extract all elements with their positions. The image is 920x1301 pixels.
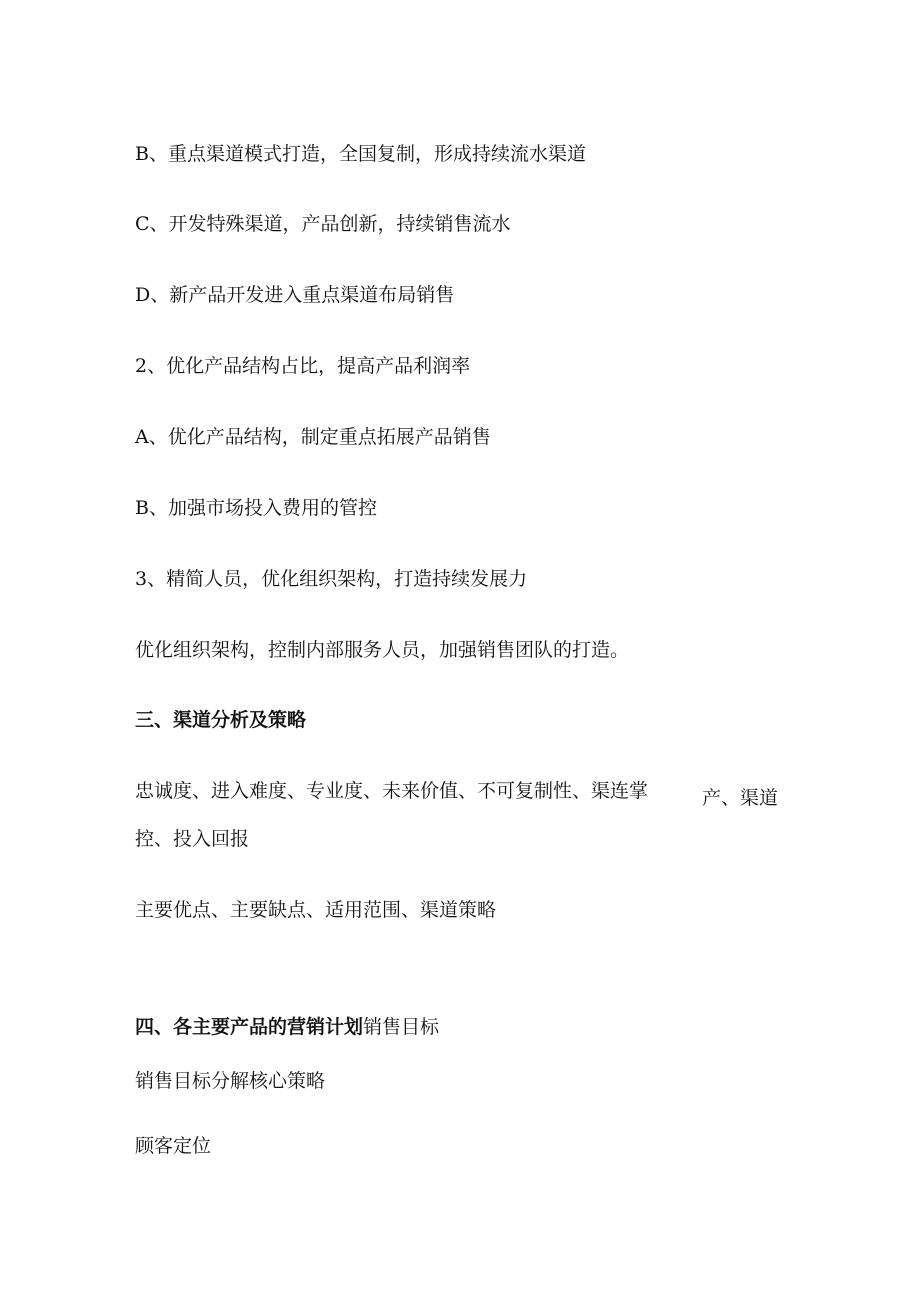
paragraph-channel-factors: 忠诚度、进入难度、专业度、未来价值、不可复制性、渠连掌: [135, 780, 649, 802]
paragraph-product-structure: A、优化产品结构，制定重点拓展产品销售: [135, 426, 491, 448]
section-heading-marketing-plan-title: 四、各主要产品的营销计划: [135, 1016, 364, 1038]
section-heading-marketing-plan: [135, 1015, 439, 1039]
section-heading-channel-analysis: 三、渠道分析及策略: [135, 709, 307, 731]
section-heading-marketing-plan-tail: 销售目标: [363, 1016, 440, 1038]
paragraph-sales-target: 销售目标分解核心策略: [135, 1070, 326, 1092]
paragraph-optimize-structure: 2、优化产品结构占比，提高产品利润率: [135, 355, 471, 377]
paragraph-channel-factors-cont: 控、投入回报: [135, 828, 250, 850]
paragraph-channel-factors-aside: 产、渠道: [702, 787, 779, 809]
paragraph-channel-model: B、重点渠道模式打造，全国复制，形成持续流水渠道: [135, 143, 586, 165]
paragraph-special-channel: C、开发特殊渠道，产品创新，持续销售流水: [135, 213, 511, 235]
paragraph-customer-positioning: 顾客定位: [135, 1135, 212, 1157]
paragraph-market-cost: B、加强市场投入费用的管控: [135, 497, 377, 519]
paragraph-organization: 优化组织架构，控制内部服务人员，加强销售团队的打造。: [135, 639, 630, 661]
paragraph-new-product: D、新产品开发进入重点渠道布局销售: [135, 284, 455, 306]
paragraph-streamline-staff: 3、精简人员，优化组织架构，打造持续发展力: [135, 568, 528, 590]
paragraph-pros-cons: 主要优点、主要缺点、适用范围、渠道策略: [135, 899, 497, 921]
